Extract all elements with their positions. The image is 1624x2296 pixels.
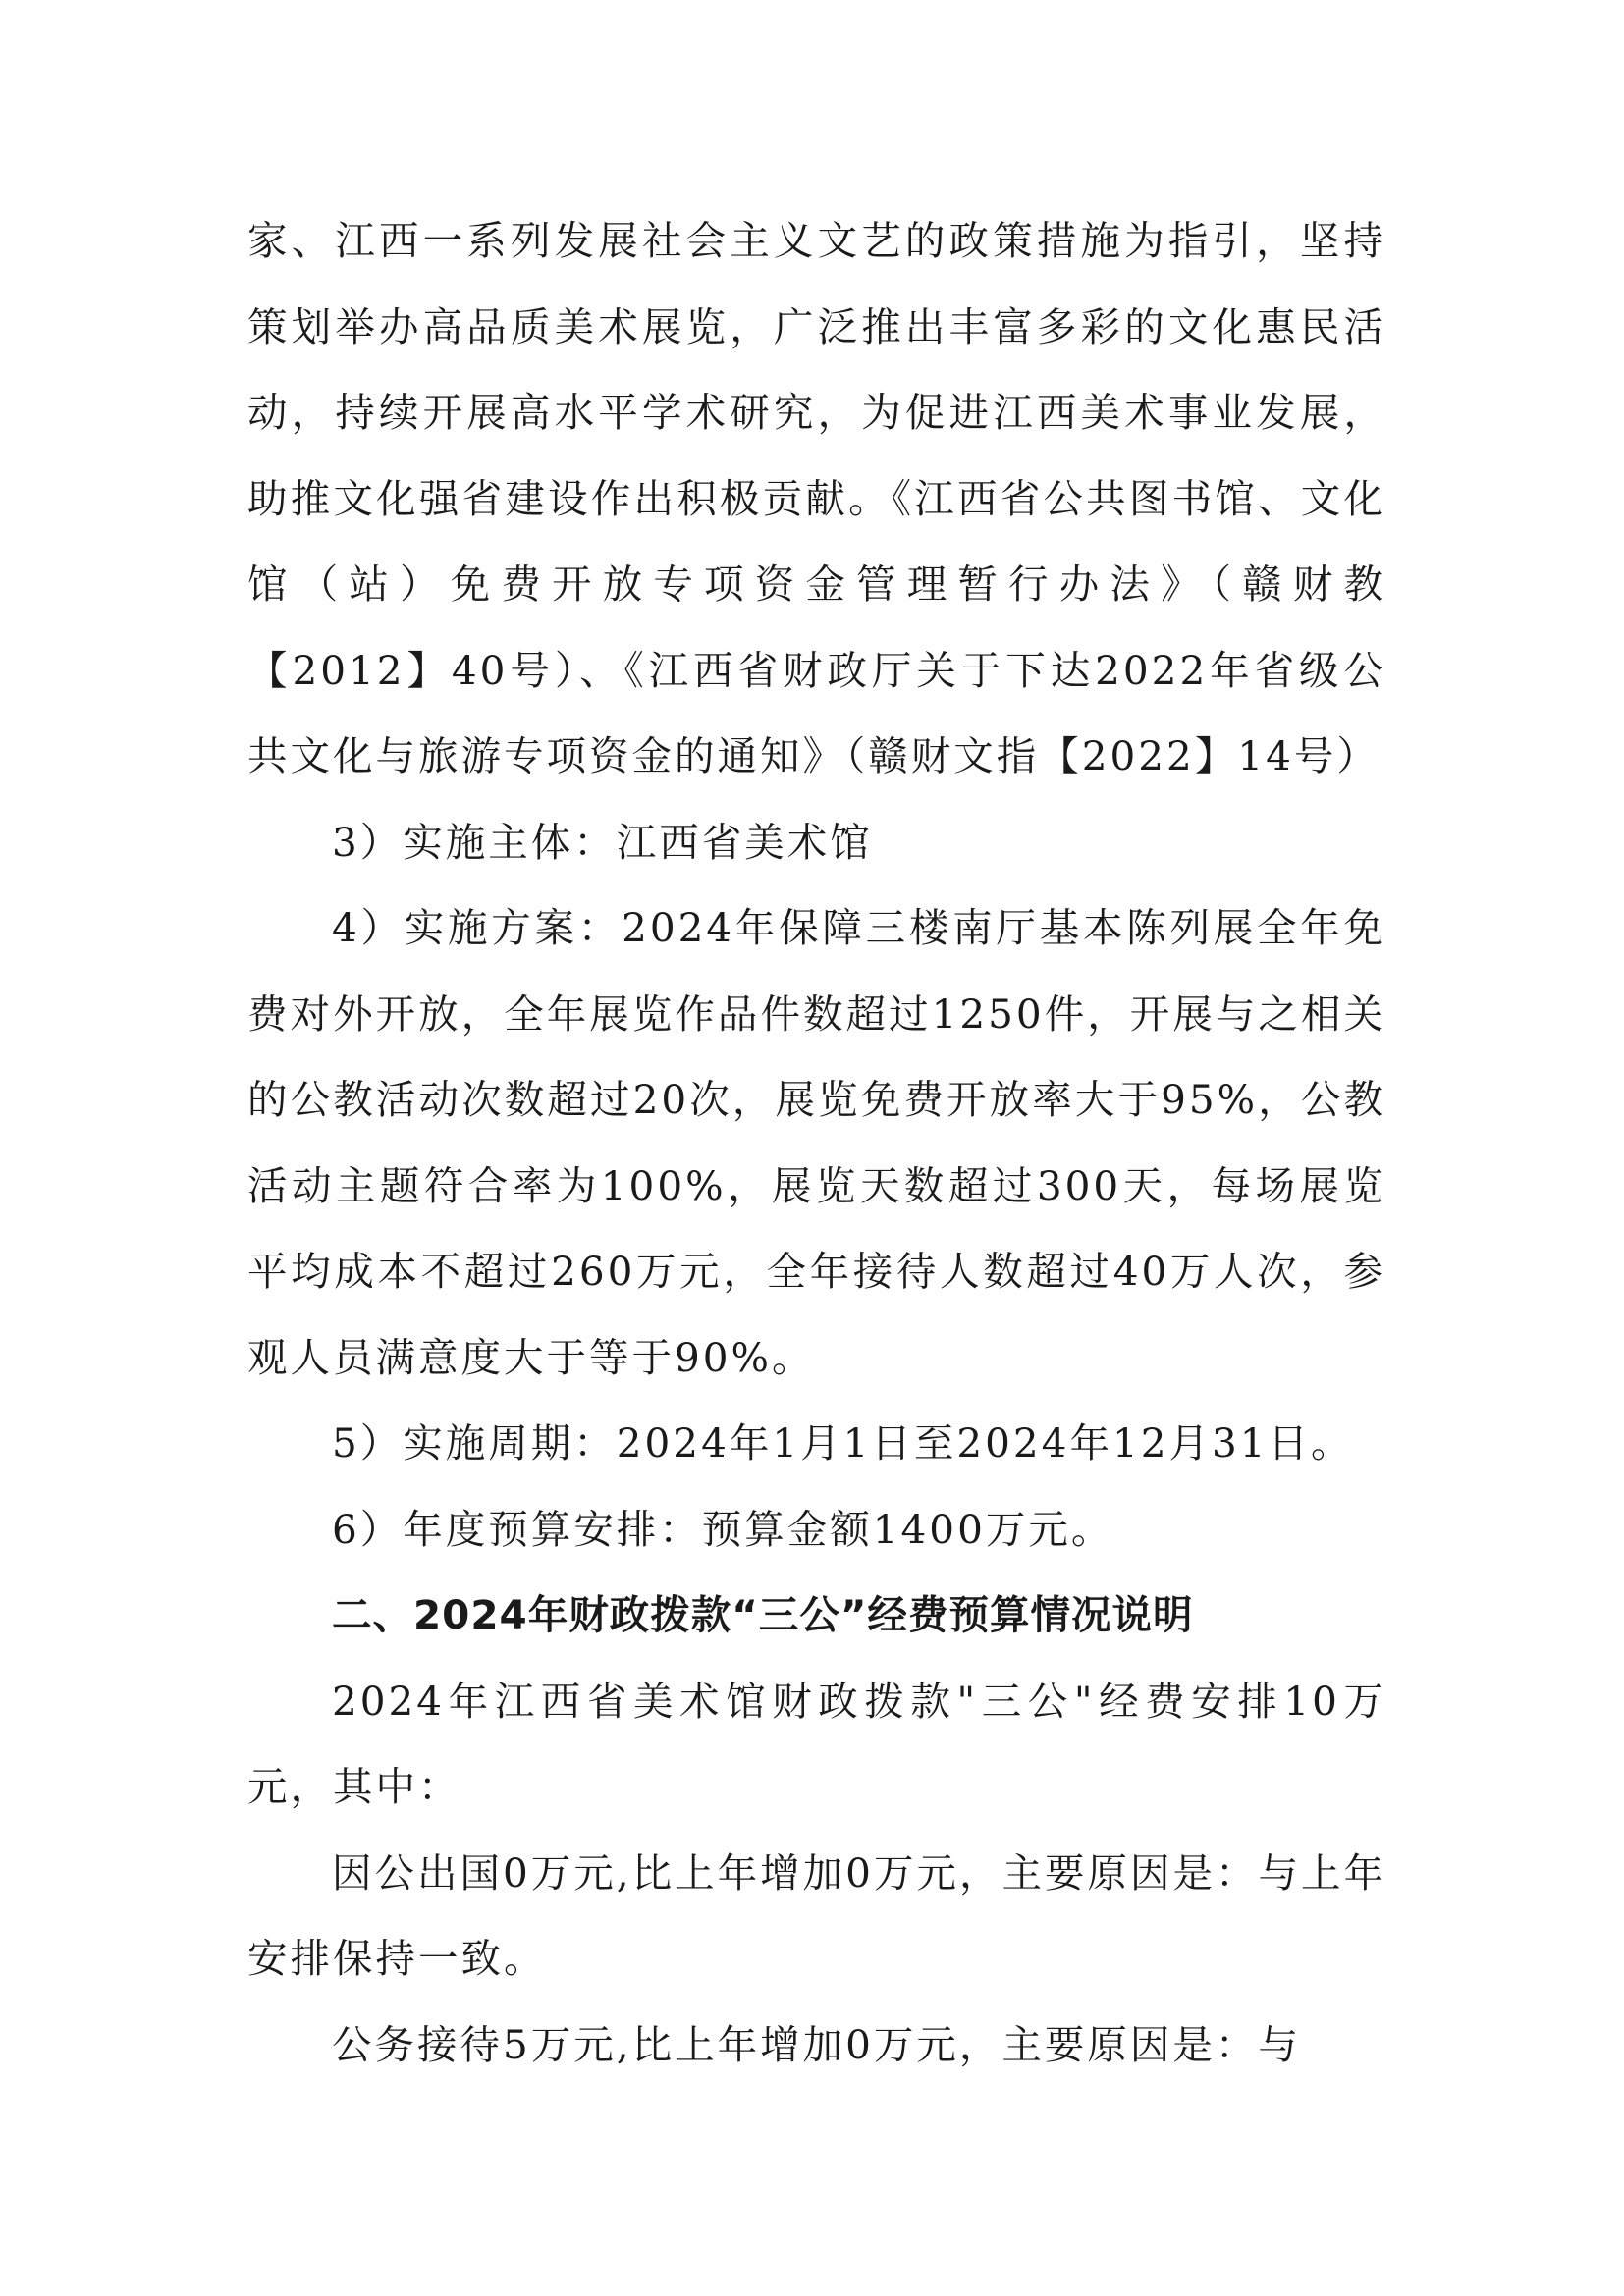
paragraph-implementing-entity: 3）实施主体：江西省美术馆 [332, 818, 873, 866]
paragraph-implementation-plan: 4）实施方案：2024年保障三楼南厅基本陈列展全年免费对外开放，全年展览作品件数超过1250件，开展与之相关的公教活动次数超过20次，展览免费开放率大于95%，公教活动主题符合率为100%，展览天数超过300天，每场展览平均成本不超过260万元，全年接待人数超过40万人次，参观人员满意度大于等于90%。 [247, 904, 1386, 1381]
document-body [247, 198, 1386, 2088]
paragraph-implementation-period: 5）实施周期：2024年1月1日至2024年12月31日。 [332, 1419, 1354, 1467]
paragraph-annual-budget: 6）年度预算安排：预算金额1400万元。 [332, 1505, 1114, 1553]
paragraph-official-reception: 公务接待5万元,比上年增加0万元，主要原因是：与 [332, 2020, 1301, 2068]
paragraph-three-public-total: 2024年江西省美术馆财政拨款"三公"经费安排10万元，其中： [247, 1677, 1386, 1810]
paragraph-policy-basis: 家、江西一系列发展社会主义文艺的政策措施为指引，坚持策划举办高品质美术展览，广泛推出丰富多彩的文化惠民活动，持续开展高水平学术研究，为促进江西美术事业发展，助推文化强省建设作出积极贡献。《江西省公共图书馆、文化馆（站）免费开放专项资金管理暂行办法》（赣财教【2012】40号）、《江西省财政厅关于下达2022年省级公共文化与旅游专项资金的通知》（赣财文指【2022】14号） [247, 217, 1386, 779]
section-heading: 二、2024年财政拨款“三公”经费预算情况说明 [332, 1591, 1194, 1638]
paragraph-overseas-travel: 因公出国0万元,比上年增加0万元，主要原因是：与上年安排保持一致。 [247, 1848, 1386, 1982]
